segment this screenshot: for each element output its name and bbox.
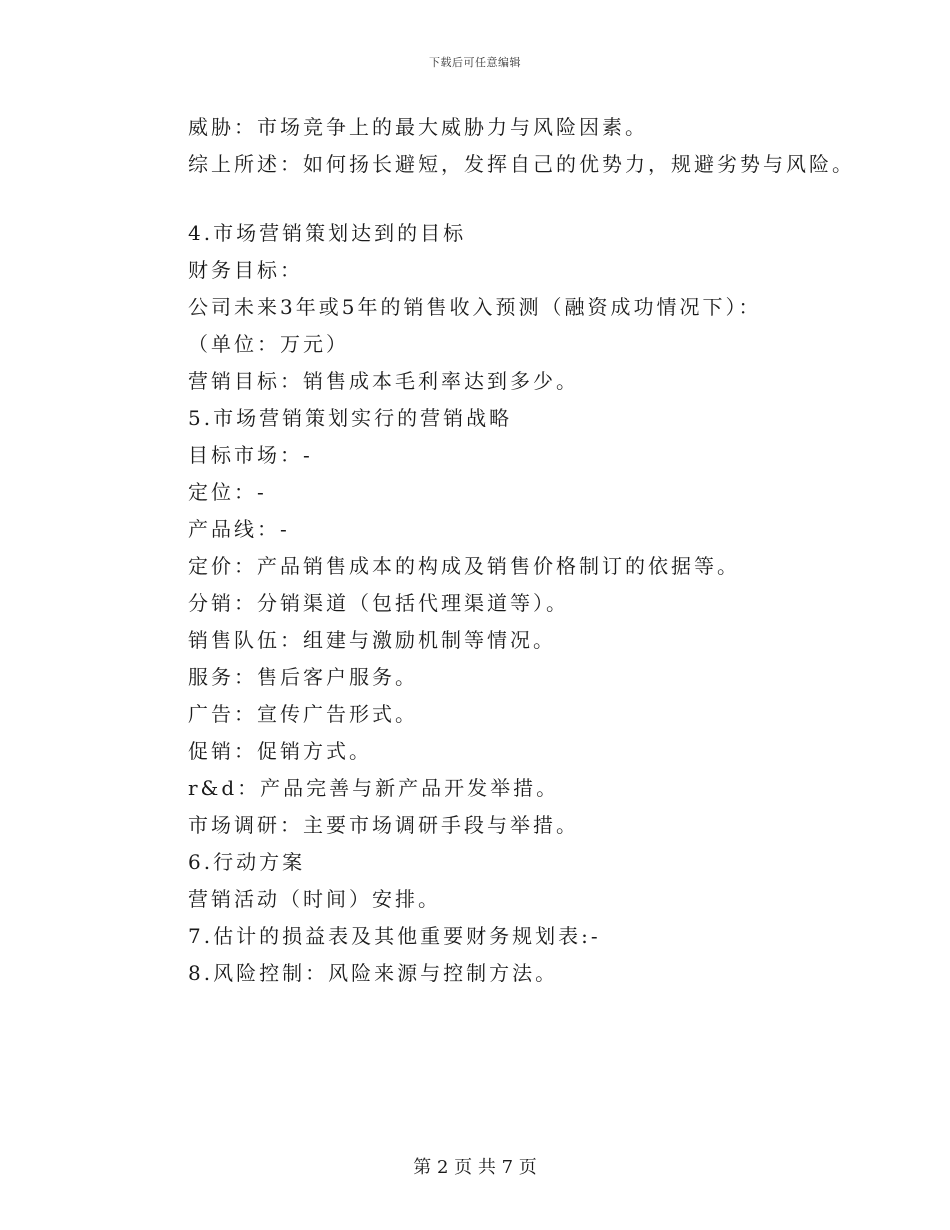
text-line: 营销活动（时间）安排。 bbox=[188, 887, 441, 911]
section-heading: 8.风险控制：风险来源与控制方法。 bbox=[188, 961, 559, 985]
section-heading: 5.市场营销策划实行的营销战略 bbox=[188, 406, 513, 430]
text-line: 促销：促销方式。 bbox=[188, 739, 372, 763]
text-line: 销售队伍：组建与激励机制等情况。 bbox=[188, 628, 556, 652]
section-heading: 6.行动方案 bbox=[188, 850, 306, 874]
text-line: 产品线：- bbox=[188, 517, 290, 541]
text-line: 定位：- bbox=[188, 480, 267, 504]
text-line: r&d：产品完善与新产品开发举措。 bbox=[188, 776, 560, 800]
text-line: 定价：产品销售成本的构成及销售价格制订的依据等。 bbox=[188, 554, 740, 578]
document-body bbox=[188, 109, 868, 992]
header-note: 下载后可任意编辑 bbox=[429, 56, 521, 69]
text-line: 广告：宣传广告形式。 bbox=[188, 702, 418, 726]
text-line: 威胁：市场竞争上的最大威胁力与风险因素。 bbox=[188, 115, 648, 139]
text-line: 公司未来3年或5年的销售收入预测（融资成功情况下）： bbox=[188, 295, 762, 319]
text-line: 营销目标：销售成本毛利率达到多少。 bbox=[188, 369, 579, 393]
text-line: 服务：售后客户服务。 bbox=[188, 665, 418, 689]
text-line: 市场调研：主要市场调研手段与举措。 bbox=[188, 813, 579, 837]
page-number: 第 2 页 共 7 页 bbox=[413, 1157, 537, 1178]
section-heading: 7.估计的损益表及其他重要财务规划表:- bbox=[188, 924, 601, 948]
text-line: 目标市场：- bbox=[188, 443, 313, 467]
text-line: 综上所述：如何扬长避短，发挥自己的优势力，规避劣势与风险。 bbox=[188, 152, 855, 176]
paragraph-gap bbox=[188, 183, 868, 215]
text-line: （单位：万元） bbox=[188, 332, 349, 356]
section-heading: 4.市场营销策划达到的目标 bbox=[188, 221, 467, 245]
text-line: 财务目标： bbox=[188, 258, 303, 282]
text-line: 分销：分销渠道（包括代理渠道等）。 bbox=[188, 591, 569, 615]
